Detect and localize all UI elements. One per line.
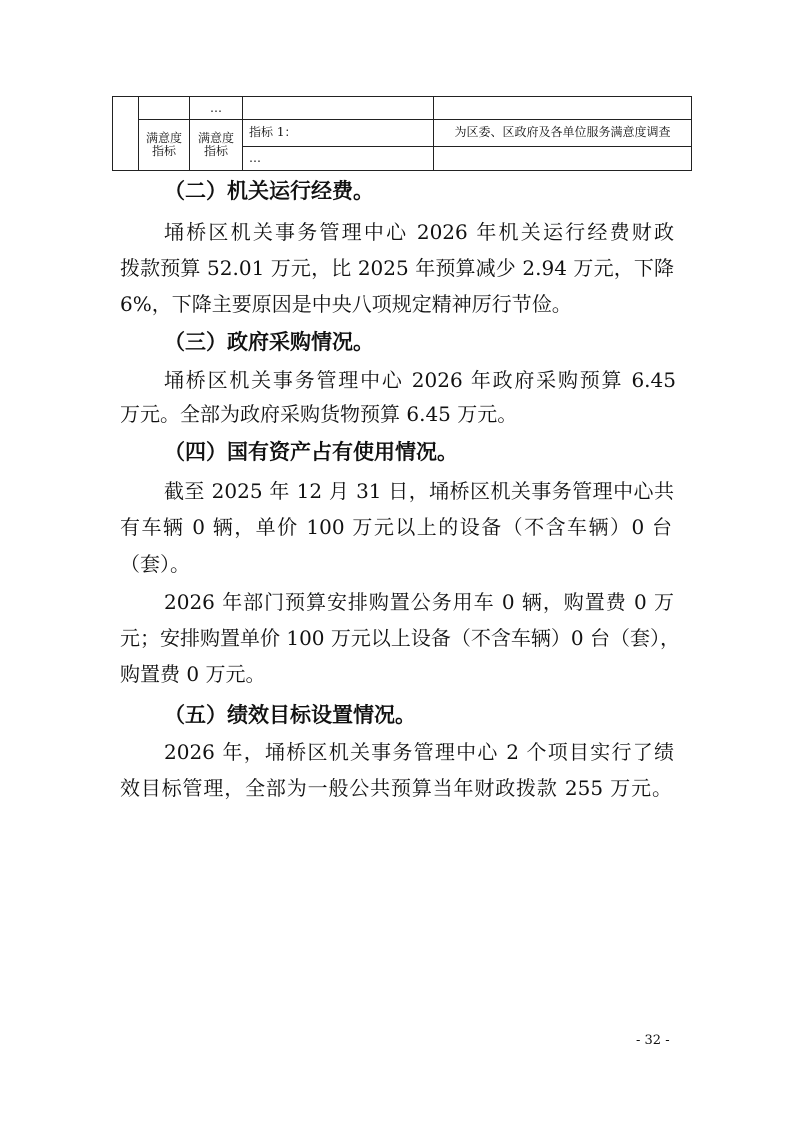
table-cell bbox=[139, 97, 190, 120]
table-cell bbox=[139, 120, 190, 171]
indicator-name-cell: 指标 1： bbox=[243, 120, 434, 146]
indicator-value-cell: 为区委、区政府及各单位服务满意度调查 bbox=[434, 120, 692, 146]
paragraph-line: 2026 年，埇桥区机关事务管理中心 2 个项目实行了绩 bbox=[164, 740, 674, 764]
page-number: - 32 - bbox=[636, 1033, 670, 1048]
paragraph-line: 拨款预算 52.01 万元，比 2025 年预算减少 2.94 万元，下降 bbox=[120, 256, 674, 280]
paragraph-line: 元；安排购置单价 100 万元以上设备（不含车辆）0 台（套）， bbox=[120, 626, 680, 650]
paragraph-line: 2026 年部门预算安排购置公务用车 0 辆，购置费 0 万 bbox=[164, 590, 674, 614]
paragraph-line: 万元。全部为政府采购货物预算 6.45 万元。 bbox=[120, 402, 518, 426]
satisfaction-indicator-label: 满意度指标 bbox=[145, 131, 182, 159]
paragraph-line: 埇桥区机关事务管理中心 2026 年政府采购预算 6.45 bbox=[164, 368, 676, 392]
paragraph-line: 截至 2025 年 12 月 31 日，埇桥区机关事务管理中心共 bbox=[164, 479, 674, 503]
paragraph-line: （套）。 bbox=[120, 552, 190, 576]
table-cell bbox=[113, 97, 139, 171]
section-heading: （三）政府采购情况。 bbox=[164, 330, 374, 354]
paragraph-line: 购置费 0 万元。 bbox=[120, 662, 266, 686]
table-cell bbox=[243, 97, 434, 120]
paragraph-line: 效目标管理，全部为一般公共预算当年财政拨款 255 万元。 bbox=[120, 776, 672, 800]
section-heading: （五）绩效目标设置情况。 bbox=[164, 703, 416, 727]
satisfaction-indicator-label: 满意度指标 bbox=[197, 131, 234, 159]
table-cell: … bbox=[243, 146, 434, 170]
table-cell bbox=[190, 120, 243, 171]
table-cell bbox=[434, 97, 692, 120]
table-cell bbox=[434, 146, 692, 170]
table-row bbox=[113, 120, 692, 146]
table-row bbox=[113, 97, 692, 120]
table-cell: … bbox=[190, 97, 243, 120]
performance-table bbox=[112, 96, 692, 171]
section-heading: （二）机关运行经费。 bbox=[164, 179, 374, 203]
paragraph-line: 埇桥区机关事务管理中心 2026 年机关运行经费财政 bbox=[164, 220, 674, 244]
paragraph-line: 6%，下降主要原因是中央八项规定精神厉行节俭。 bbox=[120, 292, 572, 316]
section-heading: （四）国有资产占有使用情况。 bbox=[164, 440, 458, 464]
paragraph-line: 有车辆 0 辆，单价 100 万元以上的设备（不含车辆）0 台 bbox=[120, 515, 672, 539]
